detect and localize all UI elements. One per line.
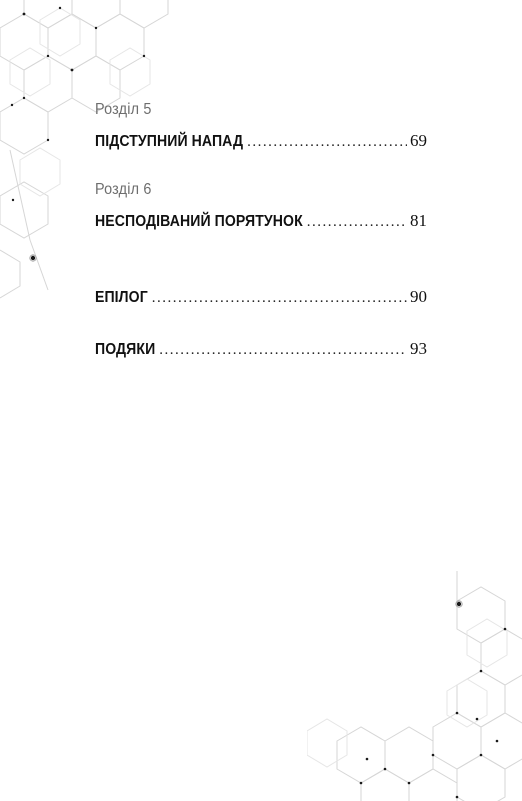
dot-leader xyxy=(159,342,407,359)
dot-leader xyxy=(307,214,407,231)
hexagon-pattern-bottom-right xyxy=(307,571,522,801)
toc-entry-epilogue[interactable] xyxy=(95,287,427,307)
acknowledgements-title: ПОДЯКИ xyxy=(95,341,156,358)
dot-leader xyxy=(247,134,407,151)
chapter-5-page-number: 69 xyxy=(410,131,427,150)
epilogue-title: ЕПІЛОГ xyxy=(95,289,148,306)
toc-entry-acknowledgements[interactable] xyxy=(95,339,427,359)
chapter-6-page-number: 81 xyxy=(410,211,427,230)
epilogue-page-number: 90 xyxy=(410,287,427,306)
chapter-6-label: Розділ 6 xyxy=(95,181,152,198)
toc-entry-chapter-5[interactable] xyxy=(95,131,427,151)
dot-leader xyxy=(152,290,407,307)
acknowledgements-page-number: 93 xyxy=(410,339,427,358)
toc-entry-chapter-6[interactable] xyxy=(95,211,427,231)
chapter-5-title: ПІДСТУПНИЙ НАПАД xyxy=(95,133,244,150)
chapter-6-title: НЕСПОДІВАНИЙ ПОРЯТУНОК xyxy=(95,213,303,230)
chapter-5-label: Розділ 5 xyxy=(95,101,152,118)
